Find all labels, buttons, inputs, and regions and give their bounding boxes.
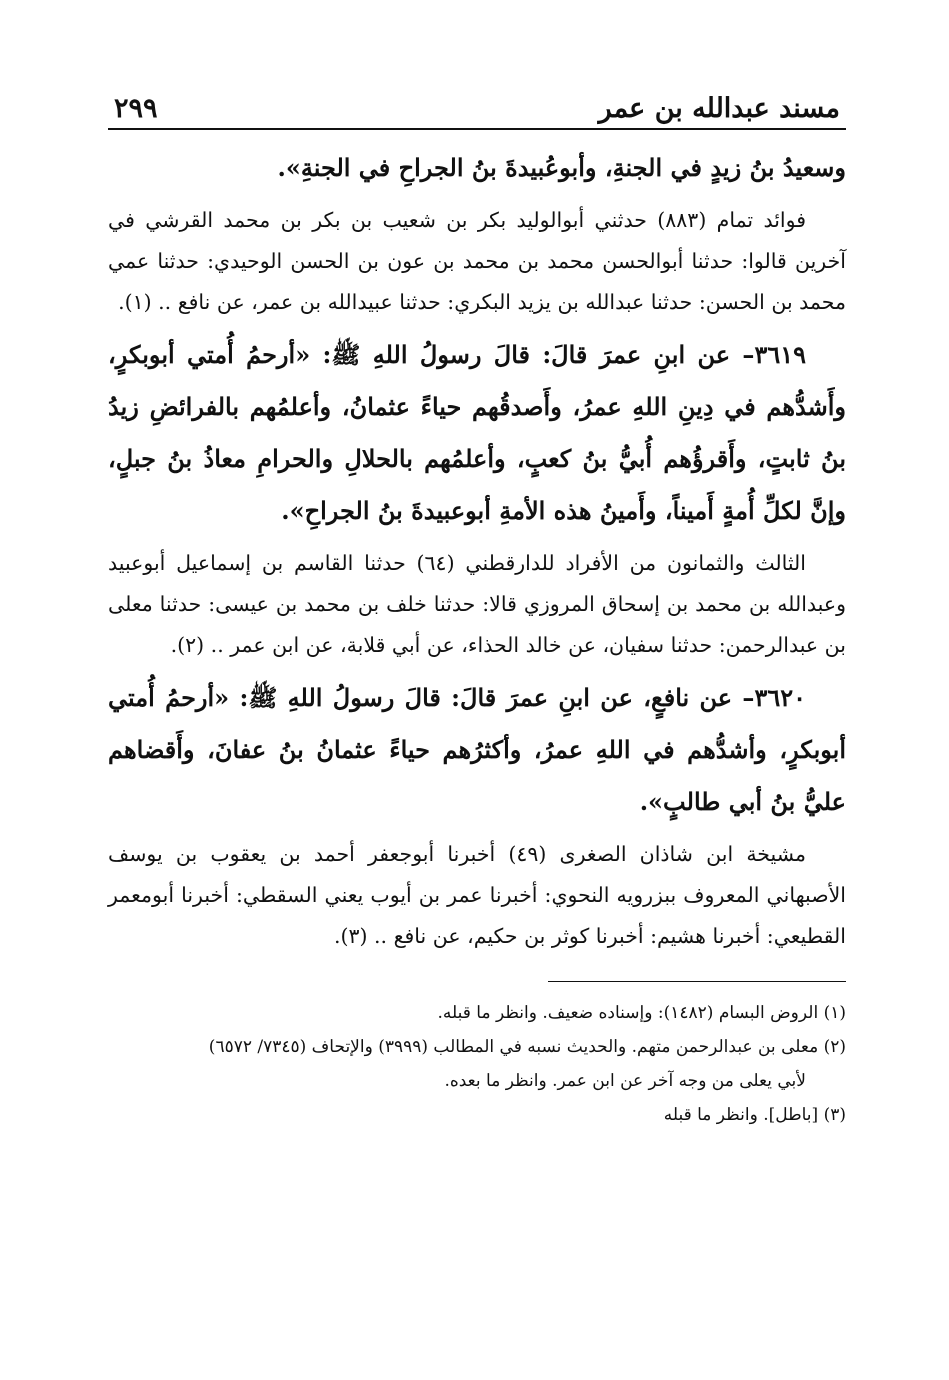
running-title: مسند عبدالله بن عمر <box>598 93 840 124</box>
source-text: الثالث والثمانون من الأفراد للدارقطني (٦٤) حدثنا القاسم بن إسماعيل أبوعبيد وعبدالله بن محمد بن إسحاق المروزي قالا: حدثنا خلف بن محمد بن عيسى: حدثنا معلى بن عبدالرحمن: حدثنا سفيان، عن خالد الحذاء، عن أبي قلابة، عن ابن عمر .. (٢). <box>108 551 846 657</box>
page-body <box>108 142 846 957</box>
footnote-2-continuation: لأبي يعلى من وجه آخر عن ابن عمر. وانظر ما بعده. <box>444 1071 806 1091</box>
source-paragraph <box>108 834 846 957</box>
hadith-text: ٣٦١٩– عن ابنِ عمرَ قالَ: قالَ رسولُ اللهِ ﷺ: «أرحمُ أُمتي أبوبكرٍ، وأَشدُّهم في دِينِ اللهِ عمرُ، وأَصدقُهم حياءً عثمانُ، وأعلمُهم بالفرائضِ زيدُ بنُ ثابتٍ، وأَقرؤُهم أُبيُّ بنُ كعبٍ، وأعلمُهم بالحلالِ والحرامِ معاذُ بنُ جبلٍ، وإنَّ لكلِّ أُمةٍ أَميناً، وأَمينُ هذه الأمةِ أبوعبيدةَ بنُ الجراحِ». <box>108 340 847 525</box>
source-paragraph <box>108 200 846 323</box>
footnote-3: (٣) [باطل]. وانظر ما قبله <box>663 1105 846 1125</box>
hadith-continuation <box>108 142 846 194</box>
footnote-1: (١) الروض البسام (١٤٨٢): وإسناده ضعيف. وانظر ما قبله. <box>437 1003 846 1023</box>
hadith-text: وسعيدُ بنُ زيدٍ في الجنةِ، وأبوعُبيدةَ بنُ الجراحِ في الجنةِ». <box>277 153 846 182</box>
hadith-3619 <box>108 329 846 537</box>
footnote-2: (٢) معلى بن عبدالرحمن متهم. والحديث نسبه في المطالب (٣٩٩٩) والإتحاف (٧٣٤٥/ ٦٥٧٢) <box>208 1037 846 1057</box>
hadith-3620 <box>108 672 846 828</box>
book-page <box>108 78 846 1132</box>
footnote-separator <box>548 981 846 982</box>
source-text: مشيخة ابن شاذان الصغرى (٤٩) أخبرنا أبوجعفر أحمد بن يعقوب بن يوسف الأصبهاني المعروف ببزرويه النحوي: أخبرنا عمر بن أيوب يعني السقطي: أخبرنا أبومعمر القطيعي: أخبرنا هشيم: أخبرنا كوثر بن حكيم، عن نافع .. (٣). <box>108 842 846 948</box>
page-number: ٢٩٩ <box>114 93 158 124</box>
source-paragraph <box>108 543 846 666</box>
source-text: فوائد تمام (٨٨٣) حدثني أبوالوليد بكر بن شعيب بن بكر بن محمد القرشي في آخرين قالوا: حدثنا أبوالحسن محمد بن محمد بن عون بن الحسن الوحيدي: حدثنا عمي محمد بن الحسن: حدثنا عبدالله بن يزيد البكري: حدثنا عبيدالله بن عمر، عن نافع .. (١). <box>108 208 846 314</box>
page-header <box>108 78 846 130</box>
hadith-text: ٣٦٢٠– عن نافعٍ، عن ابنِ عمرَ قالَ: قالَ رسولُ اللهِ ﷺ: «أرحمُ أُمتي أبوبكرٍ، وأشدُّهم في اللهِ عمرُ، وأكثرُهم حياءً عثمانُ بنُ عفانَ، وأَقضاهم عليُّ بنُ أبي طالبٍ». <box>108 683 846 816</box>
footnotes <box>108 996 846 1132</box>
